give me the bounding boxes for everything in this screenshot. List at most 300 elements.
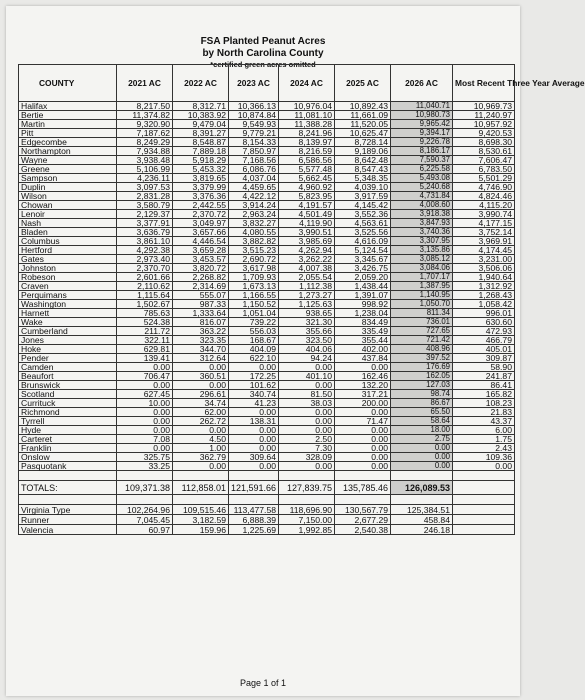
table-cell: 0.00 (335, 462, 391, 471)
county-name: Runner (19, 515, 117, 525)
table-cell: 7,168.56 (229, 156, 279, 165)
table-cell: 2,110.62 (117, 282, 173, 291)
county-name: Columbus (19, 237, 117, 246)
table-cell: 8,139.97 (279, 138, 335, 147)
peanut-type-row (19, 525, 515, 535)
table-cell: 127,839.75 (279, 481, 335, 495)
table-cell: 1,058.42 (453, 300, 515, 309)
table-cell: 317.21 (335, 390, 391, 399)
county-name: Wayne (19, 156, 117, 165)
table-cell: 9,320.90 (117, 120, 173, 129)
table-cell: 785.63 (117, 309, 173, 318)
county-name: Gates (19, 255, 117, 264)
table-cell: 0.00 (229, 462, 279, 471)
table-cell: 1,150.52 (229, 300, 279, 309)
county-name: Valencia (19, 525, 117, 535)
table-cell: 4,007.38 (279, 264, 335, 273)
table-cell: 7,045.45 (117, 515, 173, 525)
county-name: Martin (19, 120, 117, 129)
table-cell: 4,262.94 (279, 246, 335, 255)
cell-2026: 1,707.17 (391, 273, 453, 282)
cell-2026: 9,226.78 (391, 138, 453, 147)
cell-2026: 4,731.84 (391, 192, 453, 201)
table-cell: 321.30 (279, 318, 335, 327)
table-cell: 3,617.98 (229, 264, 279, 273)
table-cell: 3,552.36 (335, 210, 391, 219)
header-row (19, 65, 515, 102)
table-cell: 6,783.50 (453, 165, 515, 174)
table-cell: 834.49 (335, 318, 391, 327)
county-name: Duplin (19, 183, 117, 192)
table-cell: 8,216.59 (279, 147, 335, 156)
table-cell: 706.47 (117, 372, 173, 381)
county-name: Hertford (19, 246, 117, 255)
table-cell: 1,238.04 (335, 309, 391, 318)
county-name: Franklin (19, 444, 117, 453)
table-cell: 4,174.45 (453, 246, 515, 255)
county-name: Tyrrell (19, 417, 117, 426)
table-cell: 335.49 (335, 327, 391, 336)
cell-2026: 3,135.86 (391, 246, 453, 255)
table-cell: 4,119.90 (279, 219, 335, 228)
table-cell: 11,240.97 (453, 111, 515, 120)
county-name: Wake (19, 318, 117, 327)
table-cell: 2,268.82 (173, 273, 229, 282)
table-cell: 11,661.09 (335, 111, 391, 120)
table-cell: 10,969.73 (453, 102, 515, 111)
cell-2026: 176.69 (391, 363, 453, 372)
table-cell: 1,225.69 (229, 525, 279, 535)
table-cell: 5,348.35 (335, 174, 391, 183)
table-cell: 0.00 (335, 453, 391, 462)
table-cell: 1,333.64 (173, 309, 229, 318)
spacer-cell (335, 495, 391, 505)
table-cell: 1,312.92 (453, 282, 515, 291)
table-cell: 3,049.97 (173, 219, 229, 228)
table-cell: 2,314.69 (173, 282, 229, 291)
cell-2026: 3,918.38 (391, 210, 453, 219)
table-cell: 1,992.85 (279, 525, 335, 535)
table-cell: 5,501.29 (453, 174, 515, 183)
table-cell: 0.00 (453, 462, 515, 471)
county-name: Johnston (19, 264, 117, 273)
table-cell: 2,370.70 (117, 264, 173, 273)
table-cell: 4,037.04 (229, 174, 279, 183)
table-cell: 402.00 (335, 345, 391, 354)
county-name: Nash (19, 219, 117, 228)
table-cell: 309.64 (229, 453, 279, 462)
table-cell: 2.43 (453, 444, 515, 453)
table-cell: 58.90 (453, 363, 515, 372)
peanut-type-row (19, 515, 515, 525)
table-cell: 5,453.32 (173, 165, 229, 174)
county-name: Pasquotank (19, 462, 117, 471)
table-cell: 3,231.00 (453, 255, 515, 264)
table-cell: 10,625.47 (335, 129, 391, 138)
county-name: Lenoir (19, 210, 117, 219)
table-cell: 816.07 (173, 318, 229, 327)
county-name: Robeson (19, 273, 117, 282)
table-cell: 405.01 (453, 345, 515, 354)
page-number: Page 1 of 1 (239, 678, 287, 688)
table-cell: 323.35 (173, 336, 229, 345)
table-cell: 108.23 (453, 399, 515, 408)
table-cell: 555.07 (173, 291, 229, 300)
cell-2026: 8,186.17 (391, 147, 453, 156)
table-cell: 33.25 (117, 462, 173, 471)
spacer-cell (453, 471, 515, 481)
county-name: Hyde (19, 426, 117, 435)
table-cell: 132.20 (335, 381, 391, 390)
cell-2026: 127.03 (391, 381, 453, 390)
table-cell: 138.31 (229, 417, 279, 426)
table-cell: 3,377.91 (117, 219, 173, 228)
county-name: Chowan (19, 201, 117, 210)
table-cell: 2,059.20 (335, 273, 391, 282)
table-cell: 3,506.06 (453, 264, 515, 273)
table-cell: 168.67 (229, 336, 279, 345)
cell-2026: 3,847.93 (391, 219, 453, 228)
table-cell: 998.92 (335, 300, 391, 309)
spacer-cell (229, 471, 279, 481)
totals-row (19, 481, 515, 495)
table-cell: 323.50 (279, 336, 335, 345)
table-cell: 0.00 (335, 408, 391, 417)
table-cell: 472.93 (453, 327, 515, 336)
table-cell: 3,376.36 (173, 192, 229, 201)
table-cell: 401.10 (279, 372, 335, 381)
table-cell: 5,577.48 (279, 165, 335, 174)
table-cell: 309.87 (453, 354, 515, 363)
table-cell: 8,548.87 (173, 138, 229, 147)
table-cell: 938.65 (279, 309, 335, 318)
table-cell: 3,182.59 (173, 515, 229, 525)
table-cell: 38.03 (279, 399, 335, 408)
table-cell: 325.75 (117, 453, 173, 462)
table-cell: 7,187.62 (117, 129, 173, 138)
county-name: Richmond (19, 408, 117, 417)
table-cell: 0.00 (229, 444, 279, 453)
cell-2026: 9,394.17 (391, 129, 453, 138)
table-cell: 1,438.44 (335, 282, 391, 291)
table-cell: 8,642.48 (335, 156, 391, 165)
table-cell: 4,080.55 (229, 228, 279, 237)
county-name: Brunswick (19, 381, 117, 390)
table-cell: 3,985.69 (279, 237, 335, 246)
acres-table (18, 64, 585, 535)
table-cell: 322.11 (117, 336, 173, 345)
table-cell: 4,422.12 (229, 192, 279, 201)
table-cell: 0.00 (117, 426, 173, 435)
table-cell: 1,391.07 (335, 291, 391, 300)
county-name: Pender (19, 354, 117, 363)
table-cell: 0.00 (279, 462, 335, 471)
table-cell: 629.81 (117, 345, 173, 354)
table-cell: 1,268.43 (453, 291, 515, 300)
table-cell: 3,990.51 (279, 228, 335, 237)
table-cell: 81.50 (279, 390, 335, 399)
table-cell: 8,698.30 (453, 138, 515, 147)
table-cell: 0.00 (229, 363, 279, 372)
table-cell: 3,345.67 (335, 255, 391, 264)
table-cell: 312.64 (173, 354, 229, 363)
table-cell: 3,262.22 (279, 255, 335, 264)
table-cell: 101.62 (229, 381, 279, 390)
table-cell: 362.79 (173, 453, 229, 462)
table-cell: 8,312.71 (173, 102, 229, 111)
table-cell: 0.00 (229, 426, 279, 435)
table-cell: 1.75 (453, 435, 515, 444)
cell-2026: 1,140.95 (391, 291, 453, 300)
cell-2026: 98.74 (391, 390, 453, 399)
county-name: Washington (19, 300, 117, 309)
table-cell: 0.00 (117, 363, 173, 372)
table-cell: 2,677.29 (335, 515, 391, 525)
table-cell (453, 481, 515, 495)
spacer-cell (117, 471, 173, 481)
table-cell: 8,154.33 (229, 138, 279, 147)
table-cell: 11,388.28 (279, 120, 335, 129)
table-cell: 2,055.54 (279, 273, 335, 282)
table-cell: 466.79 (453, 336, 515, 345)
table-cell: 6,586.56 (279, 156, 335, 165)
table-cell: 3,917.59 (335, 192, 391, 201)
table-cell: 627.45 (117, 390, 173, 399)
table-cell: 4,177.15 (453, 219, 515, 228)
table-cell: 9,779.21 (229, 129, 279, 138)
table-cell: 5,918.29 (173, 156, 229, 165)
cell-2026: 86.67 (391, 399, 453, 408)
county-name: Bladen (19, 228, 117, 237)
table-cell: 172.25 (229, 372, 279, 381)
cell-2026: 1,050.70 (391, 300, 453, 309)
table-cell: 2,690.72 (229, 255, 279, 264)
table-cell: 4,616.09 (335, 237, 391, 246)
table-cell: 159.96 (173, 525, 229, 535)
table-cell: 165.82 (453, 390, 515, 399)
county-name: Harnett (19, 309, 117, 318)
table-cell: 0.00 (173, 381, 229, 390)
spacer-cell (453, 495, 515, 505)
spacer-cell (335, 471, 391, 481)
cell-2026: 1,387.95 (391, 282, 453, 291)
table-cell: 0.00 (279, 417, 335, 426)
table-cell: 9,189.06 (335, 147, 391, 156)
table-cell: 2.50 (279, 435, 335, 444)
table-cell: 987.33 (173, 300, 229, 309)
table-cell: 3,832.27 (229, 219, 279, 228)
table-cell: 2,601.66 (117, 273, 173, 282)
table-cell: 0.00 (229, 435, 279, 444)
table-cell: 7,889.18 (173, 147, 229, 156)
spacer-cell (173, 495, 229, 505)
county-name: TOTALS: (19, 481, 117, 495)
table-cell: 3,453.57 (173, 255, 229, 264)
table-cell: 3,820.72 (173, 264, 229, 273)
table-cell: 4.50 (173, 435, 229, 444)
table-cell: 8,728.14 (335, 138, 391, 147)
county-name: Beaufort (19, 372, 117, 381)
table-cell: 4,145.42 (335, 201, 391, 210)
county-name: Currituck (19, 399, 117, 408)
cell-2026: 125,384.51 (391, 505, 453, 515)
table-cell: 3,882.82 (229, 237, 279, 246)
spacer-cell (391, 495, 453, 505)
cell-2026: 3,307.95 (391, 237, 453, 246)
column-header: Most Recent Three Year Average (453, 65, 515, 102)
cell-2026: 162.05 (391, 372, 453, 381)
peanut-type-row (19, 505, 515, 515)
table-cell: 0.00 (229, 408, 279, 417)
table-cell: 4,501.49 (279, 210, 335, 219)
county-name: Northampton (19, 147, 117, 156)
table-cell: 622.10 (229, 354, 279, 363)
table-cell: 109,515.46 (173, 505, 229, 515)
table-cell: 996.01 (453, 309, 515, 318)
table-cell: 3,938.48 (117, 156, 173, 165)
table-cell: 0.00 (335, 435, 391, 444)
table-cell: 437.84 (335, 354, 391, 363)
cell-2026: 0.00 (391, 444, 453, 453)
table-cell: 200.00 (335, 399, 391, 408)
cell-2026: 458.84 (391, 515, 453, 525)
table-cell: 113,477.58 (229, 505, 279, 515)
table-cell: 109.36 (453, 453, 515, 462)
column-header: 2024 AC (279, 65, 335, 102)
county-name: Perquimans (19, 291, 117, 300)
table-cell: 43.37 (453, 417, 515, 426)
table-cell: 4,039.10 (335, 183, 391, 192)
table-cell: 3,819.65 (173, 174, 229, 183)
spacer-cell (279, 495, 335, 505)
column-header: COUNTY (19, 65, 117, 102)
column-header: 2022 AC (173, 65, 229, 102)
table-cell: 2,442.55 (173, 201, 229, 210)
county-name: Cumberland (19, 327, 117, 336)
spacer-cell (19, 495, 117, 505)
table-cell: 9,420.53 (453, 129, 515, 138)
table-cell: 0.00 (279, 381, 335, 390)
table-cell: 0.00 (279, 426, 335, 435)
table-cell: 7,850.97 (229, 147, 279, 156)
table-cell: 11,374.82 (117, 111, 173, 120)
table-cell: 262.72 (173, 417, 229, 426)
table-cell: 8,547.43 (335, 165, 391, 174)
table-cell: 3,379.99 (173, 183, 229, 192)
table-cell: 139.41 (117, 354, 173, 363)
table-cell: 4,236.11 (117, 174, 173, 183)
cell-2026: 58.64 (391, 417, 453, 426)
table-cell: 9,549.93 (229, 120, 279, 129)
table-cell: 1,166.55 (229, 291, 279, 300)
cell-2026: 2.75 (391, 435, 453, 444)
table-cell: 4,960.92 (279, 183, 335, 192)
table-cell: 7,150.00 (279, 515, 335, 525)
table-cell: 3,990.74 (453, 210, 515, 219)
table-cell: 3,525.56 (335, 228, 391, 237)
table-cell: 5,662.45 (279, 174, 335, 183)
table-cell: 94.24 (279, 354, 335, 363)
cell-2026: 6,225.58 (391, 165, 453, 174)
table-cell: 296.61 (173, 390, 229, 399)
table-cell: 241.87 (453, 372, 515, 381)
table-cell: 3,636.79 (117, 228, 173, 237)
table-cell: 21.83 (453, 408, 515, 417)
table-cell: 102,264.96 (117, 505, 173, 515)
county-name: Greene (19, 165, 117, 174)
table-cell: 630.60 (453, 318, 515, 327)
spacer-cell (117, 495, 173, 505)
county-name: Wilson (19, 192, 117, 201)
table-cell: 4,191.57 (279, 201, 335, 210)
table-cell: 5,124.54 (335, 246, 391, 255)
table-cell: 11,081.10 (279, 111, 335, 120)
table-cell: 3,861.10 (117, 237, 173, 246)
table-cell: 5,106.99 (117, 165, 173, 174)
table-cell: 404.09 (229, 345, 279, 354)
cell-2026: 0.00 (391, 453, 453, 462)
table-cell: 8,241.96 (279, 129, 335, 138)
table-cell: 7,606.47 (453, 156, 515, 165)
table-cell: 355.44 (335, 336, 391, 345)
table-cell: 10.00 (117, 399, 173, 408)
table-cell: 3,752.14 (453, 228, 515, 237)
table-cell: 0.00 (117, 408, 173, 417)
table-cell: 6.00 (453, 426, 515, 435)
table-cell: 4,563.61 (335, 219, 391, 228)
table-cell: 4,115.20 (453, 201, 515, 210)
cell-2026: 10,980.73 (391, 111, 453, 120)
cell-2026: 7,590.37 (391, 156, 453, 165)
column-header: 2026 AC (391, 65, 453, 102)
table-cell: 0.00 (117, 444, 173, 453)
table-cell: 3,097.53 (117, 183, 173, 192)
table-cell: 363.22 (173, 327, 229, 336)
county-name: Jones (19, 336, 117, 345)
table-cell: 6,888.39 (229, 515, 279, 525)
table-cell: 0.00 (173, 462, 229, 471)
cell-2026: 408.96 (391, 345, 453, 354)
table-cell: 1,125.63 (279, 300, 335, 309)
table-cell: 1,940.64 (453, 273, 515, 282)
table-cell: 7,934.88 (117, 147, 173, 156)
table-cell: 8,391.27 (173, 129, 229, 138)
table-cell: 3,426.75 (335, 264, 391, 273)
table-cell: 10,383.92 (173, 111, 229, 120)
table-cell: 7.08 (117, 435, 173, 444)
table-cell: 1,709.93 (229, 273, 279, 282)
cell-2026: 18.00 (391, 426, 453, 435)
table-cell: 0.00 (279, 408, 335, 417)
cell-2026: 5,240.68 (391, 183, 453, 192)
county-name: Pitt (19, 129, 117, 138)
cell-2026: 9,965.42 (391, 120, 453, 129)
table-cell: 121,591.66 (229, 481, 279, 495)
county-name: Bertie (19, 111, 117, 120)
table-cell: 2,129.37 (117, 210, 173, 219)
cell-2026: 65.50 (391, 408, 453, 417)
table-cell: 1.00 (173, 444, 229, 453)
table-cell: 0.00 (117, 417, 173, 426)
cell-2026: 5,493.08 (391, 174, 453, 183)
table-cell: 1,051.04 (229, 309, 279, 318)
report-subtitle: by North Carolina County (202, 48, 324, 59)
table-cell: 0.00 (335, 426, 391, 435)
table-cell: 3,659.28 (173, 246, 229, 255)
table-cell: 118,696.90 (279, 505, 335, 515)
county-name: Hoke (19, 345, 117, 354)
table-cell: 10,892.43 (335, 102, 391, 111)
